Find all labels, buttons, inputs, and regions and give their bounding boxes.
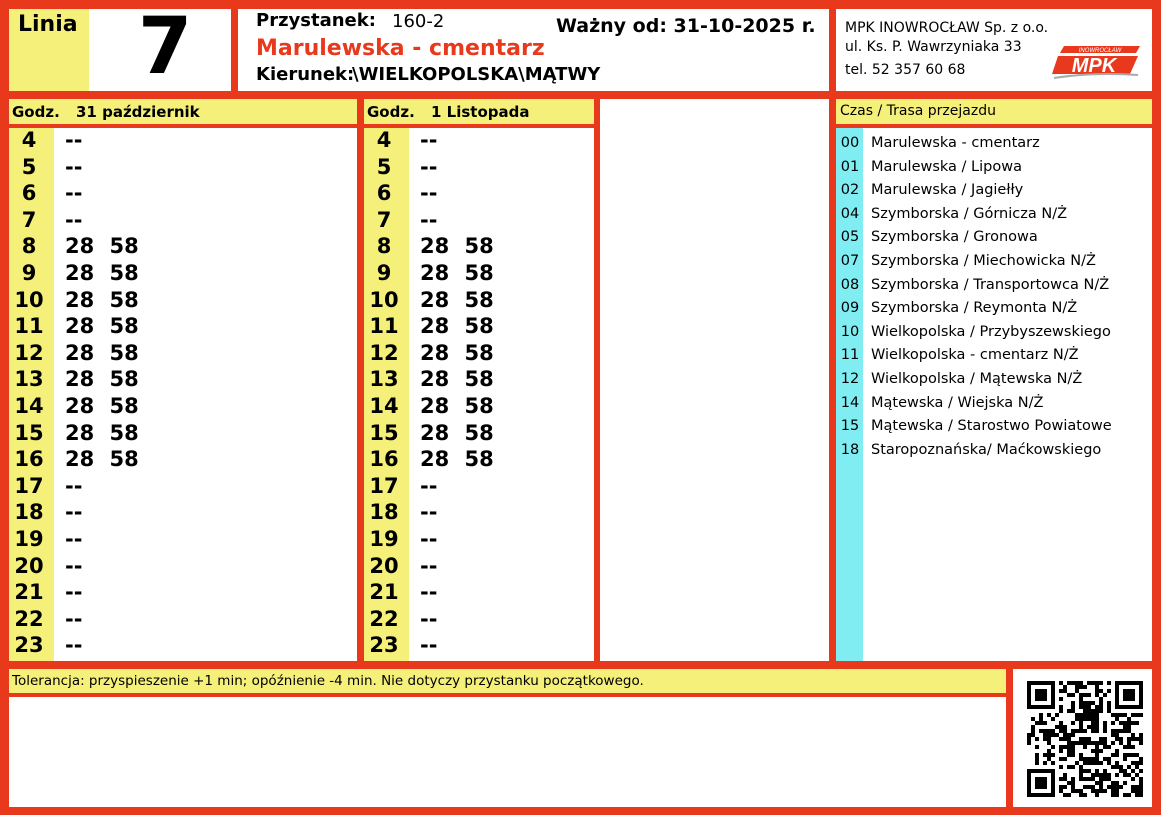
hour-cell: 5	[21, 154, 37, 179]
hour-cell: 22	[369, 606, 399, 631]
route-minute: 07	[840, 253, 860, 269]
logo-text: MPK	[1071, 55, 1117, 77]
departure-minutes: 28 58	[65, 394, 139, 418]
departure-minutes: 28 58	[65, 340, 139, 365]
hour-cell: 4	[376, 128, 392, 152]
hour-cell: 19	[369, 527, 399, 551]
hour-cell: 21	[369, 580, 399, 605]
hour-cell: 18	[14, 500, 44, 525]
hour-cell: 17	[369, 473, 399, 498]
departure-minutes: 28 58	[65, 367, 139, 392]
stop-code: 160-2	[392, 11, 445, 32]
route-stop-name: Wielkopolska / Mątewska N/Ż	[871, 371, 1083, 387]
departure-minutes: --	[420, 473, 438, 498]
hour-cell: 14	[369, 394, 399, 418]
route-stop-name: Szymborska / Górnicza N/Ż	[871, 205, 1068, 222]
departure-minutes: --	[420, 207, 438, 232]
col2-hour-label: Godz.	[367, 103, 415, 121]
departure-minutes: --	[65, 633, 83, 658]
departure-minutes: 28 58	[65, 261, 139, 285]
departure-minutes: 28 58	[420, 394, 494, 418]
route-minute: 11	[840, 347, 860, 364]
departure-minutes: 28 58	[65, 234, 139, 259]
hour-cell: 19	[14, 527, 44, 551]
route-minute: 18	[840, 441, 860, 458]
stop-name: Marulewska - cmentarz	[256, 36, 545, 61]
route-stop-name: Szymborska / Transportowca N/Ż	[871, 276, 1110, 293]
route-minute: 15	[840, 418, 860, 435]
hour-cell: 23	[369, 633, 399, 658]
hour-cell: 11	[369, 314, 399, 339]
departure-minutes: 28 58	[65, 314, 139, 339]
hour-cell: 8	[21, 234, 37, 259]
route-stop-name: Marulewska / Jagiełły	[871, 182, 1024, 199]
departure-minutes: 28 58	[420, 340, 494, 365]
direction-value: \WIELKOPOLSKA\MĄTWY	[352, 64, 601, 85]
route-minute: 01	[840, 158, 860, 175]
hour-cell: 11	[14, 314, 44, 339]
departure-minutes: --	[65, 580, 83, 605]
company-name: MPK INOWROCŁAW Sp. z o.o.	[845, 20, 1049, 36]
route-stop-name: Szymborska / Reymonta N/Ż	[871, 300, 1078, 317]
stop-label: Przystanek:	[256, 10, 376, 31]
departure-minutes: 28 58	[420, 314, 494, 339]
hour-cell: 16	[14, 447, 44, 472]
departure-minutes: 28 58	[420, 447, 494, 472]
route-stop-name: Marulewska - cmentarz	[871, 135, 1040, 151]
route-stop-name: Staropoznańska/ Maćkowskiego	[871, 441, 1102, 458]
departure-minutes: --	[420, 181, 438, 206]
route-minute: 09	[840, 300, 860, 317]
hour-cell: 4	[21, 128, 37, 152]
departure-minutes: --	[65, 606, 83, 631]
departure-minutes: --	[420, 606, 438, 631]
departure-minutes: --	[65, 128, 83, 152]
line-label: Linia	[18, 12, 78, 37]
departure-minutes: 28 58	[420, 367, 494, 392]
departure-minutes: --	[65, 500, 83, 525]
departure-minutes: --	[420, 527, 438, 551]
route-minute: 12	[840, 371, 860, 387]
company-address: ul. Ks. P. Wawrzyniaka 33	[845, 39, 1022, 55]
route-title: Czas / Trasa przejazdu	[840, 103, 996, 119]
departure-minutes: 28 58	[65, 420, 139, 445]
hour-cell: 15	[14, 420, 44, 445]
route-stop-name: Wielkopolska - cmentarz N/Ż	[871, 347, 1079, 364]
hour-cell: 12	[14, 340, 44, 365]
col2-title: 1 Listopada	[431, 103, 530, 121]
empty-column	[600, 99, 829, 661]
route-minute: 14	[840, 394, 860, 411]
hour-cell: 10	[14, 287, 44, 312]
route-stop-name: Mątewska / Starostwo Powiatowe	[871, 418, 1112, 435]
mpk-logo	[1052, 44, 1142, 82]
route-stop-name: Mątewska / Wiejska N/Ż	[871, 394, 1044, 411]
hour-cell: 22	[14, 606, 44, 631]
company-phone: tel. 52 357 60 68	[845, 62, 966, 78]
route-minute: 04	[840, 205, 860, 222]
departure-minutes: 28 58	[420, 261, 494, 285]
hour-cell: 6	[376, 181, 392, 206]
valid-from: Ważny od: 31-10-2025 r.	[556, 15, 816, 37]
hour-cell: 5	[376, 154, 392, 179]
route-stop-name: Marulewska / Lipowa	[871, 158, 1022, 175]
hour-cell: 7	[21, 207, 37, 232]
logo-small-text: INOWROCŁAW	[1078, 48, 1122, 55]
tolerance-note: Tolerancja: przyspieszenie +1 min; opóźnienie -4 min. Nie dotyczy przystanku początkowego.	[12, 673, 644, 689]
hour-cell: 21	[14, 580, 44, 605]
departure-minutes: --	[420, 633, 438, 658]
hour-cell: 17	[14, 473, 44, 498]
departure-minutes: --	[420, 580, 438, 605]
hour-cell: 14	[14, 394, 44, 418]
departure-minutes: 28 58	[420, 234, 494, 259]
hour-cell: 12	[369, 340, 399, 365]
hour-cell: 7	[376, 207, 392, 232]
route-stop-name: Szymborska / Gronowa	[871, 229, 1038, 246]
hour-cell: 9	[376, 261, 392, 285]
hour-cell: 23	[14, 633, 44, 658]
hour-cell: 8	[376, 234, 392, 259]
col1-title: 31 październik	[76, 103, 200, 121]
hour-cell: 20	[14, 553, 44, 578]
route-minute: 00	[840, 135, 860, 151]
departure-minutes: 28 58	[420, 420, 494, 445]
departure-minutes: 28 58	[65, 447, 139, 472]
departure-minutes: --	[420, 128, 438, 152]
route-stop-name: Wielkopolska / Przybyszewskiego	[871, 323, 1111, 340]
notes-area	[9, 697, 1006, 807]
hour-cell: 18	[369, 500, 399, 525]
departure-minutes: --	[65, 207, 83, 232]
direction-label: Kierunek:	[256, 64, 355, 85]
departure-minutes: --	[420, 553, 438, 578]
hour-cell: 13	[14, 367, 44, 392]
col1-hour-label: Godz.	[12, 103, 60, 121]
route-minute: 10	[840, 323, 860, 340]
hour-cell: 20	[369, 553, 399, 578]
departure-minutes: --	[65, 527, 83, 551]
hour-cell: 16	[369, 447, 399, 472]
route-minute: 08	[840, 276, 860, 293]
hour-cell: 6	[21, 181, 37, 206]
departure-minutes: --	[65, 181, 83, 206]
route-minute: 05	[840, 229, 860, 246]
hour-cell: 15	[369, 420, 399, 445]
route-minute: 02	[840, 182, 860, 199]
departure-minutes: --	[65, 473, 83, 498]
departure-minutes: 28 58	[420, 287, 494, 312]
departure-minutes: --	[65, 553, 83, 578]
qr-code-icon[interactable]	[1027, 681, 1143, 797]
hour-cell: 9	[21, 261, 37, 285]
hour-cell: 10	[369, 287, 399, 312]
line-number: 7	[138, 2, 193, 92]
departure-minutes: 28 58	[65, 287, 139, 312]
departure-minutes: --	[65, 154, 83, 179]
route-stop-name: Szymborska / Miechowicka N/Ż	[871, 253, 1096, 269]
departure-minutes: --	[420, 500, 438, 525]
departure-minutes: --	[420, 154, 438, 179]
hour-cell: 13	[369, 367, 399, 392]
